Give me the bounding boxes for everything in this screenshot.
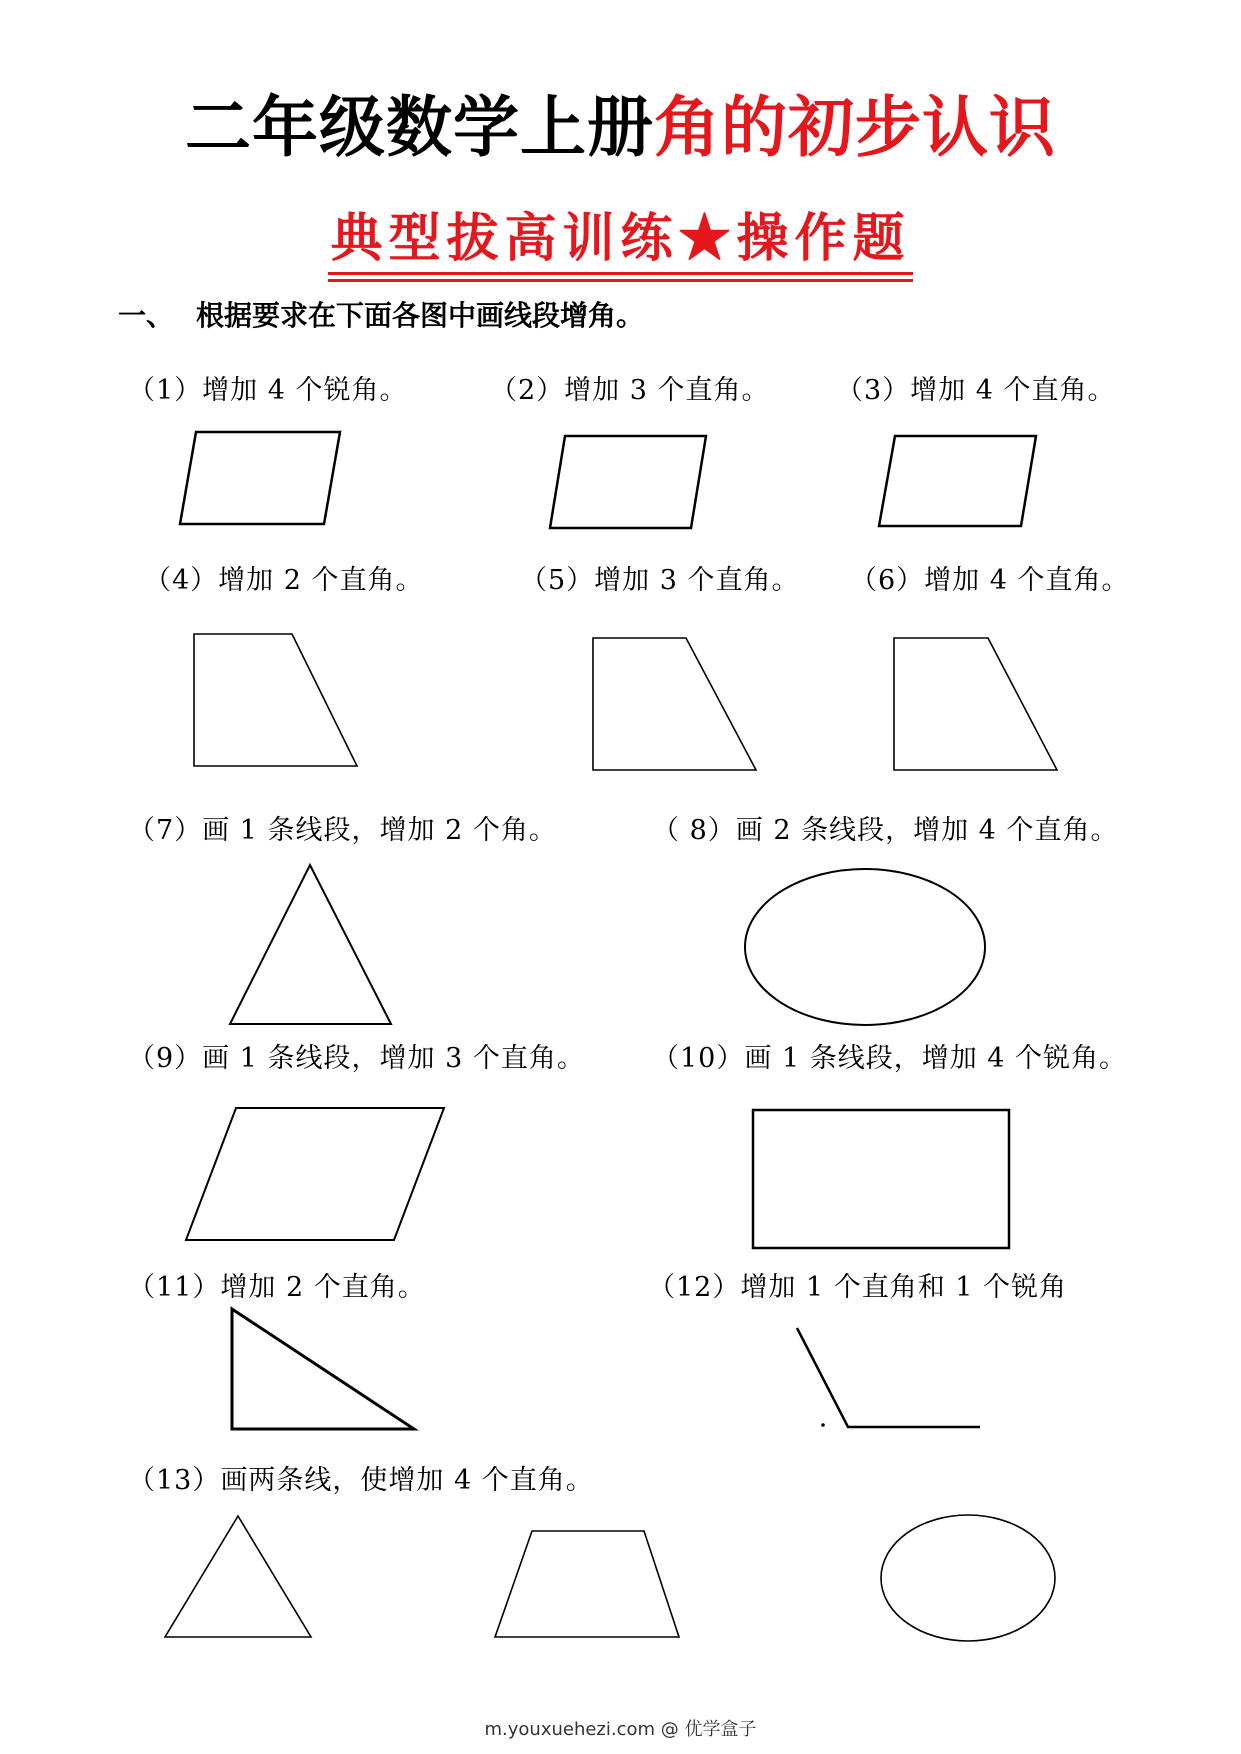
question-2-label: （2）增加 3 个直角。 [490, 375, 770, 406]
question-3-label: （3）增加 4 个直角。 [836, 375, 1116, 406]
question-7-label: （7）画 1 条线段，增加 2 个角。 [128, 815, 557, 846]
question-12-label: （12）增加 1 个直角和 1 个锐角 [648, 1272, 1068, 1303]
question-10-label: （10）画 1 条线段，增加 4 个锐角。 [652, 1043, 1128, 1074]
q9-parallelogram [186, 1108, 444, 1240]
section-instruction: 根据要求在下面各图中画线段增角。 [196, 299, 645, 332]
page-subtitle: 典型拔高训练★操作题 [328, 208, 912, 275]
title-grade: 二年级数学上册 [185, 89, 654, 166]
q13-ellipse [881, 1515, 1055, 1641]
q10-rectangle [753, 1110, 1009, 1248]
question-11-label: （11）增加 2 个直角。 [128, 1272, 426, 1303]
question-8-label: （ 8）画 2 条线段，增加 4 个直角。 [652, 815, 1119, 846]
question-4-label: （4）增加 2 个直角。 [144, 565, 424, 596]
q7-triangle [230, 865, 391, 1024]
question-1-label: （1）增加 4 个锐角。 [128, 375, 408, 406]
q1-parallelogram [180, 432, 340, 524]
page-title [0, 88, 1241, 168]
q13-trapezoid [495, 1531, 679, 1637]
subtitle-block [0, 208, 1241, 275]
q13-triangle [165, 1516, 311, 1637]
q6-right-trapezoid [894, 638, 1057, 770]
q5-right-trapezoid [593, 638, 756, 770]
question-13-label: （13）画两条线，使增加 4 个直角。 [128, 1465, 594, 1496]
q4-right-trapezoid [194, 634, 357, 766]
section-number: 一、 [118, 299, 175, 332]
q12-angle [797, 1328, 980, 1427]
q8-ellipse [745, 869, 985, 1025]
footer-watermark: m.youxuehezi.com @ 优学盒子 [484, 1719, 757, 1740]
title-topic: 角的初步认识 [654, 89, 1056, 166]
q12-angle-dot [821, 1423, 825, 1427]
question-5-label: （5）增加 3 个直角。 [520, 565, 800, 596]
q3-parallelogram [879, 436, 1036, 526]
q2-parallelogram [550, 436, 706, 528]
q11-right-triangle [232, 1309, 414, 1429]
section-heading [118, 298, 644, 334]
question-9-label: （9）画 1 条线段，增加 3 个直角。 [128, 1043, 585, 1074]
question-6-label: （6）增加 4 个直角。 [850, 565, 1130, 596]
